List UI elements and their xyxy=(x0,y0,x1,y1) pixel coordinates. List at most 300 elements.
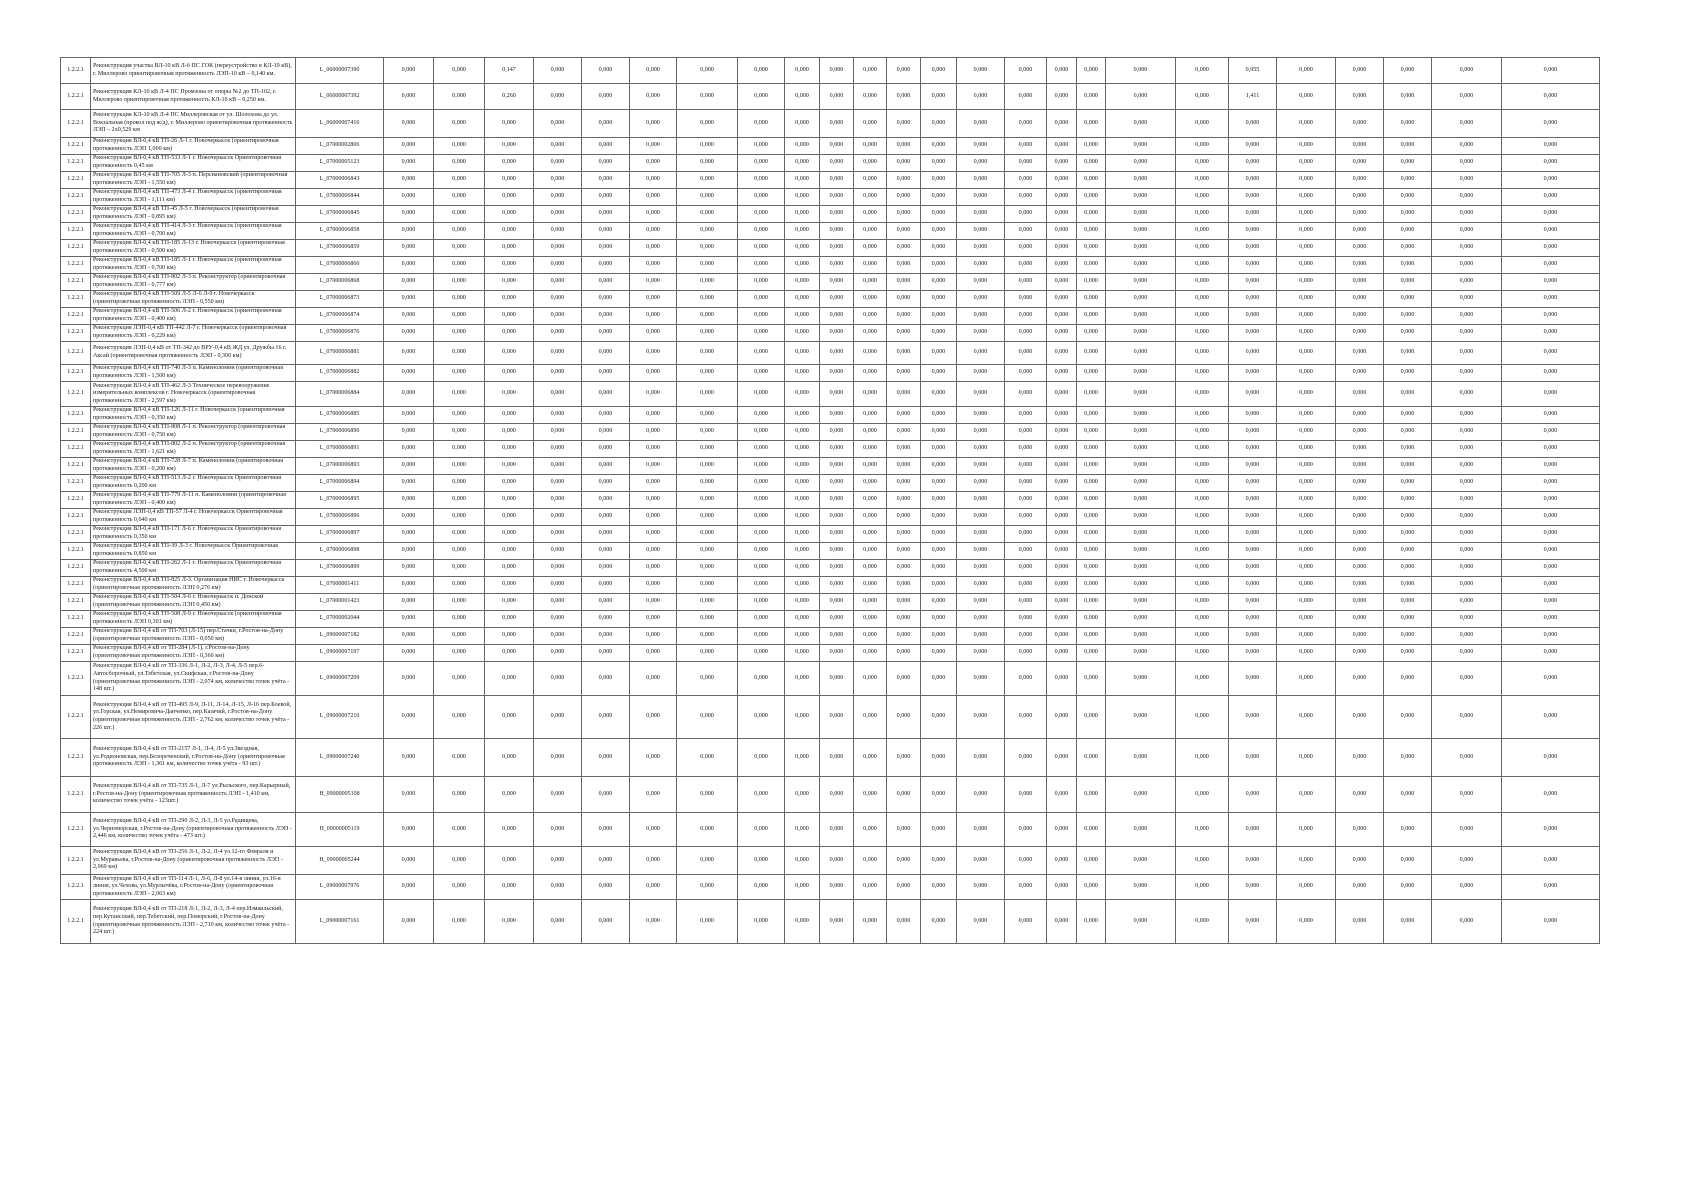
value-cell: 0,000 xyxy=(1106,900,1176,944)
value-cell: 0,000 xyxy=(485,813,534,847)
value-cell: 0,000 xyxy=(921,526,957,543)
value-cell: 0,000 xyxy=(630,441,677,458)
project-description: Реконструкция ВЛ-0,4 кВ от ТП-703 (Л-15) пер.Стачки, г.Ростов-на-Дону (ориентировочная протяженность ЛЭП - 0,050 км) xyxy=(91,628,296,645)
value-cell: 0,000 xyxy=(1336,560,1384,577)
value-cell: 0,000 xyxy=(1077,206,1106,223)
value-cell: 0,000 xyxy=(1277,813,1336,847)
row-index: 1.2.2.1 xyxy=(61,662,91,696)
value-cell: 0,000 xyxy=(384,645,434,662)
value-cell: 0,000 xyxy=(1229,206,1277,223)
value-cell: 0,000 xyxy=(630,847,677,875)
project-description: Реконструкция ВЛ-0,4 кВ ТП-509 Л-5 Л-6 Л-9 г. Новочеркасск (ориентировочная протяженность ЛЭП - 0,550 км) xyxy=(91,291,296,308)
project-code: L_07000006845 xyxy=(296,206,384,223)
value-cell: 0,000 xyxy=(384,526,434,543)
value-cell: 0,000 xyxy=(485,739,534,777)
value-cell: 0,000 xyxy=(1106,424,1176,441)
value-cell: 0,000 xyxy=(384,257,434,274)
value-cell: 0,000 xyxy=(630,560,677,577)
value-cell: 0,000 xyxy=(582,611,630,628)
value-cell: 0,000 xyxy=(582,875,630,900)
value-cell: 0,000 xyxy=(1176,155,1229,172)
value-cell: 0,000 xyxy=(534,458,582,475)
project-code: L_09000007210 xyxy=(296,696,384,739)
value-cell: 0,000 xyxy=(957,110,1005,138)
project-code: L_07000006899 xyxy=(296,560,384,577)
value-cell: 0,000 xyxy=(534,847,582,875)
value-cell: 0,000 xyxy=(384,594,434,611)
value-cell: 0,000 xyxy=(1077,424,1106,441)
row-index: 1.2.2.1 xyxy=(61,58,91,84)
value-cell: 0,000 xyxy=(1384,84,1432,110)
value-cell: 0,000 xyxy=(677,645,738,662)
row-index: 1.2.2.1 xyxy=(61,291,91,308)
value-cell: 0,000 xyxy=(738,84,785,110)
value-cell: 0,000 xyxy=(384,777,434,813)
row-index: 1.2.2.1 xyxy=(61,475,91,492)
value-cell: 0,000 xyxy=(1005,526,1047,543)
value-cell: 0,000 xyxy=(1229,560,1277,577)
value-cell: 0,000 xyxy=(630,875,677,900)
value-cell: 0,000 xyxy=(887,900,921,944)
value-cell: 0,000 xyxy=(1106,138,1176,155)
value-cell: 0,000 xyxy=(785,458,820,475)
value-cell: 0,000 xyxy=(384,206,434,223)
value-cell: 0,000 xyxy=(1229,645,1277,662)
value-cell: 0,000 xyxy=(534,492,582,509)
value-cell: 0,000 xyxy=(785,875,820,900)
project-description: Реконструкция ВЛ-0,4 кВ ТП-473 Л-4 г. Новочеркасск (ориентировочная протяженность ЛЭП - 1,111 км) xyxy=(91,189,296,206)
value-cell: 0,000 xyxy=(1384,662,1432,696)
value-cell: 0,000 xyxy=(1432,257,1502,274)
value-cell: 0,000 xyxy=(854,509,887,526)
value-cell: 0,000 xyxy=(384,560,434,577)
value-cell: 0,000 xyxy=(1106,155,1176,172)
value-cell: 0,000 xyxy=(1106,594,1176,611)
value-cell: 0,000 xyxy=(384,628,434,645)
table-row xyxy=(61,325,1600,342)
value-cell: 0,000 xyxy=(677,155,738,172)
value-cell: 0,000 xyxy=(854,155,887,172)
value-cell: 0,000 xyxy=(1077,611,1106,628)
value-cell: 0,000 xyxy=(1229,509,1277,526)
value-cell: 0,000 xyxy=(1176,382,1229,407)
value-cell: 0,000 xyxy=(582,696,630,739)
value-cell: 0,000 xyxy=(887,110,921,138)
value-cell: 0,000 xyxy=(854,813,887,847)
value-cell: 0,000 xyxy=(957,274,1005,291)
value-cell: 0,000 xyxy=(1502,424,1600,441)
value-cell: 0,000 xyxy=(1229,172,1277,189)
value-cell: 0,000 xyxy=(1176,458,1229,475)
value-cell: 0,000 xyxy=(434,407,485,424)
project-code: L_09000007976 xyxy=(296,875,384,900)
value-cell: 0,000 xyxy=(785,543,820,560)
value-cell: 0,000 xyxy=(1432,58,1502,84)
value-cell: 0,000 xyxy=(1176,696,1229,739)
value-cell: 0,000 xyxy=(957,257,1005,274)
value-cell: 0,000 xyxy=(887,777,921,813)
value-cell: 0,000 xyxy=(820,365,854,382)
value-cell: 0,000 xyxy=(1432,475,1502,492)
document-sheet xyxy=(60,57,1600,944)
value-cell: 0,000 xyxy=(384,110,434,138)
value-cell: 0,000 xyxy=(1047,365,1077,382)
value-cell: 0,000 xyxy=(1176,594,1229,611)
project-description: Реконструкция ВЛ-0,4 кВ ТП-513 Л-2 г. Новочеркасск Ориентировочная протяженность 0,200 км xyxy=(91,475,296,492)
value-cell: 0,000 xyxy=(1502,257,1600,274)
value-cell: 0,000 xyxy=(1277,206,1336,223)
project-description: Реконструкция ЛЭП-0,4 кВ ТП-442 Л-7 г. Новочеркасск (ориентировочная протяженность ЛЭП - 0,229 км) xyxy=(91,325,296,342)
value-cell: 0,000 xyxy=(1502,189,1600,206)
value-cell: 0,000 xyxy=(854,223,887,240)
value-cell: 0,000 xyxy=(1077,223,1106,240)
value-cell: 0,000 xyxy=(854,696,887,739)
value-cell: 0,000 xyxy=(1336,365,1384,382)
value-cell: 0,000 xyxy=(887,594,921,611)
value-cell: 0,000 xyxy=(957,382,1005,407)
value-cell: 0,000 xyxy=(582,58,630,84)
table-row xyxy=(61,155,1600,172)
value-cell: 0,000 xyxy=(1077,696,1106,739)
value-cell: 0,000 xyxy=(854,407,887,424)
value-cell: 0,000 xyxy=(485,645,534,662)
value-cell: 0,000 xyxy=(630,407,677,424)
value-cell: 0,000 xyxy=(677,240,738,257)
value-cell: 0,000 xyxy=(1229,308,1277,325)
value-cell: 0,000 xyxy=(1077,308,1106,325)
value-cell: 0,000 xyxy=(1077,900,1106,944)
row-index: 1.2.2.1 xyxy=(61,382,91,407)
value-cell: 0,000 xyxy=(534,739,582,777)
value-cell: 0,000 xyxy=(434,458,485,475)
value-cell: 0,000 xyxy=(384,342,434,365)
value-cell: 0,000 xyxy=(384,407,434,424)
value-cell: 0,000 xyxy=(1106,509,1176,526)
value-cell: 0,000 xyxy=(1047,291,1077,308)
value-cell: 0,000 xyxy=(630,594,677,611)
table-row xyxy=(61,696,1600,739)
value-cell: 0,000 xyxy=(1277,257,1336,274)
project-description: Реконструкция ВЛ-0,4 кВ ТП-504 Л-6 г. Новочеркасск п. Донской (ориентировочная протяженность ЛЭП 0,450 км) xyxy=(91,594,296,611)
row-index: 1.2.2.1 xyxy=(61,509,91,526)
value-cell: 0,000 xyxy=(1277,696,1336,739)
value-cell: 0,000 xyxy=(1502,543,1600,560)
row-index: 1.2.2.1 xyxy=(61,84,91,110)
value-cell: 0,000 xyxy=(630,274,677,291)
value-cell: 0,000 xyxy=(738,206,785,223)
value-cell: 0,000 xyxy=(957,342,1005,365)
table-row xyxy=(61,594,1600,611)
value-cell: 0,000 xyxy=(582,739,630,777)
value-cell: 0,000 xyxy=(820,407,854,424)
value-cell: 0,000 xyxy=(854,441,887,458)
table-row xyxy=(61,342,1600,365)
value-cell: 0,000 xyxy=(1106,458,1176,475)
value-cell: 0,000 xyxy=(485,662,534,696)
value-cell: 0,000 xyxy=(1384,365,1432,382)
value-cell: 0,000 xyxy=(1432,189,1502,206)
value-cell: 0,000 xyxy=(534,875,582,900)
value-cell: 0,000 xyxy=(1106,662,1176,696)
value-cell: 0,000 xyxy=(921,382,957,407)
value-cell: 0,000 xyxy=(1077,172,1106,189)
project-description: Реконструкция ВЛ-0,4 кВ ТП-262 Л-1 г. Новочеркасск Ориентировочная протяженность 4,500 км xyxy=(91,560,296,577)
value-cell: 0,000 xyxy=(534,611,582,628)
value-cell: 0,000 xyxy=(534,696,582,739)
project-code: H_09000005244 xyxy=(296,847,384,875)
value-cell: 0,000 xyxy=(921,594,957,611)
value-cell: 0,000 xyxy=(1005,365,1047,382)
project-code: L_07000006885 xyxy=(296,407,384,424)
project-code: L_07000006896 xyxy=(296,509,384,526)
value-cell: 0,000 xyxy=(534,257,582,274)
value-cell: 0,000 xyxy=(1277,441,1336,458)
value-cell: 0,000 xyxy=(677,206,738,223)
value-cell: 0,000 xyxy=(1106,223,1176,240)
value-cell: 0,000 xyxy=(1432,223,1502,240)
value-cell: 0,000 xyxy=(1229,475,1277,492)
value-cell: 0,000 xyxy=(1106,492,1176,509)
value-cell: 0,000 xyxy=(677,662,738,696)
value-cell: 0,000 xyxy=(785,560,820,577)
value-cell: 0,000 xyxy=(1384,492,1432,509)
value-cell: 0,000 xyxy=(1277,223,1336,240)
value-cell: 0,000 xyxy=(1229,424,1277,441)
row-index: 1.2.2.1 xyxy=(61,365,91,382)
value-cell: 0,000 xyxy=(1277,155,1336,172)
value-cell: 0,000 xyxy=(1005,813,1047,847)
value-cell: 0,000 xyxy=(854,138,887,155)
table-row xyxy=(61,847,1600,875)
value-cell: 0,000 xyxy=(1229,875,1277,900)
row-index: 1.2.2.1 xyxy=(61,900,91,944)
value-cell: 0,000 xyxy=(1047,645,1077,662)
project-code: L_07000006884 xyxy=(296,382,384,407)
value-cell: 0,000 xyxy=(1432,594,1502,611)
value-cell: 0,000 xyxy=(820,662,854,696)
value-cell: 0,000 xyxy=(1336,611,1384,628)
value-cell: 0,000 xyxy=(887,155,921,172)
value-cell: 0,000 xyxy=(677,577,738,594)
value-cell: 0,000 xyxy=(738,847,785,875)
value-cell: 0,000 xyxy=(434,492,485,509)
value-cell: 0,000 xyxy=(1106,526,1176,543)
value-cell: 0,000 xyxy=(957,475,1005,492)
row-index: 1.2.2.1 xyxy=(61,560,91,577)
value-cell: 0,000 xyxy=(1005,611,1047,628)
value-cell: 0,000 xyxy=(738,138,785,155)
project-code: L_07000006873 xyxy=(296,291,384,308)
value-cell: 0,000 xyxy=(1047,84,1077,110)
value-cell: 0,000 xyxy=(1047,813,1077,847)
value-cell: 0,000 xyxy=(921,325,957,342)
value-cell: 0,000 xyxy=(1384,777,1432,813)
value-cell: 0,000 xyxy=(534,900,582,944)
value-cell: 0,000 xyxy=(582,526,630,543)
value-cell: 0,000 xyxy=(1384,223,1432,240)
value-cell: 0,000 xyxy=(1005,206,1047,223)
value-cell: 0,000 xyxy=(1005,138,1047,155)
value-cell: 0,000 xyxy=(582,172,630,189)
value-cell: 0,000 xyxy=(434,560,485,577)
value-cell: 0,000 xyxy=(485,847,534,875)
value-cell: 0,000 xyxy=(534,342,582,365)
project-description: Реконструкция ВЛ-0,4 кВ от ТП-735 Л-1, Л-7 ул.Рыльского, пер.Карьерный, г.Ростов-на-Дону (ориентировочная протяженность ЛЭП - 1,410 км, количество точек учёта - 123шт.) xyxy=(91,777,296,813)
value-cell: 0,000 xyxy=(1384,407,1432,424)
value-cell: 0,000 xyxy=(630,543,677,560)
value-cell: 0,000 xyxy=(785,138,820,155)
value-cell: 0,000 xyxy=(854,543,887,560)
value-cell: 0,000 xyxy=(677,308,738,325)
value-cell: 0,000 xyxy=(887,240,921,257)
value-cell: 0,000 xyxy=(582,342,630,365)
value-cell: 0,000 xyxy=(820,206,854,223)
value-cell: 0,000 xyxy=(630,900,677,944)
value-cell: 0,000 xyxy=(485,138,534,155)
value-cell: 0,000 xyxy=(1106,110,1176,138)
value-cell: 0,000 xyxy=(582,189,630,206)
project-description: Реконструкция ВЛ-0,4 кВ ТП-45 Л-5 г. Новочеркасск (ориентировочная протяженность ЛЭП - 0,895 км) xyxy=(91,206,296,223)
row-index: 1.2.2.1 xyxy=(61,777,91,813)
value-cell: 0,000 xyxy=(1336,458,1384,475)
value-cell: 0,000 xyxy=(485,342,534,365)
value-cell: 0,000 xyxy=(738,58,785,84)
value-cell: 0,000 xyxy=(1106,696,1176,739)
value-cell: 0,000 xyxy=(957,577,1005,594)
value-cell: 0,000 xyxy=(1384,424,1432,441)
value-cell: 0,000 xyxy=(1336,526,1384,543)
table-row xyxy=(61,110,1600,138)
value-cell: 0,000 xyxy=(1106,58,1176,84)
value-cell: 0,000 xyxy=(1077,739,1106,777)
project-description: Реконструкция ВЛ-0,4 кВ ТП-802 Л-3 п. Реконструктор (ориентировочная протяженность ЛЭП - 0,777 км) xyxy=(91,274,296,291)
value-cell: 0,000 xyxy=(854,611,887,628)
value-cell: 0,000 xyxy=(1047,777,1077,813)
value-cell: 0,000 xyxy=(1336,155,1384,172)
value-cell: 0,000 xyxy=(738,645,785,662)
value-cell: 0,000 xyxy=(1077,509,1106,526)
value-cell: 0,000 xyxy=(887,813,921,847)
value-cell: 0,000 xyxy=(1432,875,1502,900)
value-cell: 0,000 xyxy=(1005,847,1047,875)
value-cell: 0,000 xyxy=(1384,58,1432,84)
value-cell: 0,000 xyxy=(1106,189,1176,206)
project-description: Реконструкция ВЛ-0,4 кВ от ТП-290 Л-2, Л-3, Л-5 ул.Радищева, ул.Черноморская, г.Ростов-на-Дону (ориентировочная протяженность ЛЭП - 2,446 км, количество точек учёта - 473 шт.) xyxy=(91,813,296,847)
value-cell: 0,000 xyxy=(785,274,820,291)
table-row xyxy=(61,223,1600,240)
value-cell: 0,000 xyxy=(1077,382,1106,407)
value-cell: 0,000 xyxy=(582,84,630,110)
project-code: L_07000006858 xyxy=(296,223,384,240)
value-cell: 0,000 xyxy=(485,308,534,325)
value-cell: 0,000 xyxy=(434,577,485,594)
value-cell: 0,000 xyxy=(820,155,854,172)
value-cell: 0,000 xyxy=(921,739,957,777)
value-cell: 0,000 xyxy=(1077,777,1106,813)
value-cell: 0,000 xyxy=(1077,274,1106,291)
value-cell: 0,000 xyxy=(1106,628,1176,645)
value-cell: 0,000 xyxy=(1502,813,1600,847)
value-cell: 0,000 xyxy=(1005,662,1047,696)
value-cell: 0,000 xyxy=(957,172,1005,189)
value-cell: 0,000 xyxy=(785,155,820,172)
table-row xyxy=(61,543,1600,560)
value-cell: 0,000 xyxy=(1277,594,1336,611)
value-cell: 0,000 xyxy=(534,594,582,611)
value-cell: 0,000 xyxy=(1047,628,1077,645)
value-cell: 0,000 xyxy=(534,172,582,189)
value-cell: 0,000 xyxy=(1077,58,1106,84)
value-cell: 0,000 xyxy=(384,900,434,944)
value-cell: 0,000 xyxy=(738,526,785,543)
value-cell: 0,000 xyxy=(957,813,1005,847)
value-cell: 0,000 xyxy=(1005,424,1047,441)
value-cell: 0,000 xyxy=(957,900,1005,944)
value-cell: 0,000 xyxy=(1432,509,1502,526)
value-cell: 0,000 xyxy=(384,492,434,509)
value-cell: 0,000 xyxy=(738,308,785,325)
value-cell: 0,000 xyxy=(434,172,485,189)
value-cell: 0,000 xyxy=(1077,813,1106,847)
value-cell: 0,000 xyxy=(738,291,785,308)
value-cell: 0,000 xyxy=(1384,611,1432,628)
value-cell: 0,000 xyxy=(677,509,738,526)
table-row xyxy=(61,662,1600,696)
value-cell: 0,000 xyxy=(1432,84,1502,110)
value-cell: 0,000 xyxy=(921,407,957,424)
value-cell: 0,000 xyxy=(820,172,854,189)
value-cell: 0,000 xyxy=(785,441,820,458)
table-body xyxy=(61,58,1600,944)
value-cell: 0,000 xyxy=(1336,875,1384,900)
value-cell: 0,000 xyxy=(1502,58,1600,84)
value-cell: 0,000 xyxy=(1277,424,1336,441)
value-cell: 0,000 xyxy=(1336,475,1384,492)
project-code: L_07000006895 xyxy=(296,492,384,509)
value-cell: 0,000 xyxy=(384,696,434,739)
value-cell: 0,000 xyxy=(957,308,1005,325)
value-cell: 0,000 xyxy=(1277,189,1336,206)
value-cell: 0,000 xyxy=(1384,325,1432,342)
value-cell: 0,000 xyxy=(887,509,921,526)
value-cell: 0,000 xyxy=(1336,424,1384,441)
value-cell: 0,000 xyxy=(854,365,887,382)
value-cell: 0,000 xyxy=(854,662,887,696)
row-index: 1.2.2.1 xyxy=(61,611,91,628)
value-cell: 0,000 xyxy=(1077,291,1106,308)
project-code: L_07000006891 xyxy=(296,441,384,458)
value-cell: 0,000 xyxy=(1229,577,1277,594)
value-cell: 0,000 xyxy=(1502,526,1600,543)
value-cell: 0,000 xyxy=(1005,172,1047,189)
value-cell: 0,000 xyxy=(1277,138,1336,155)
project-description: Реконструкция ВЛ-0,4 кВ ТП-185 Л-13 г. Новочеркасск (ориентировочная протяженность ЛЭП - 0,500 км) xyxy=(91,240,296,257)
project-code: L_09000007197 xyxy=(296,645,384,662)
value-cell: 0,000 xyxy=(1277,739,1336,777)
value-cell: 0,000 xyxy=(1229,274,1277,291)
value-cell: 0,000 xyxy=(854,777,887,813)
value-cell: 0,000 xyxy=(1432,308,1502,325)
value-cell: 0,000 xyxy=(582,777,630,813)
value-cell: 0,000 xyxy=(887,308,921,325)
value-cell: 0,000 xyxy=(1047,577,1077,594)
value-cell: 0,000 xyxy=(630,611,677,628)
value-cell: 0,000 xyxy=(820,509,854,526)
value-cell: 0,000 xyxy=(1336,291,1384,308)
value-cell: 0,000 xyxy=(887,189,921,206)
value-cell: 0,000 xyxy=(1336,342,1384,365)
value-cell: 0,000 xyxy=(887,492,921,509)
